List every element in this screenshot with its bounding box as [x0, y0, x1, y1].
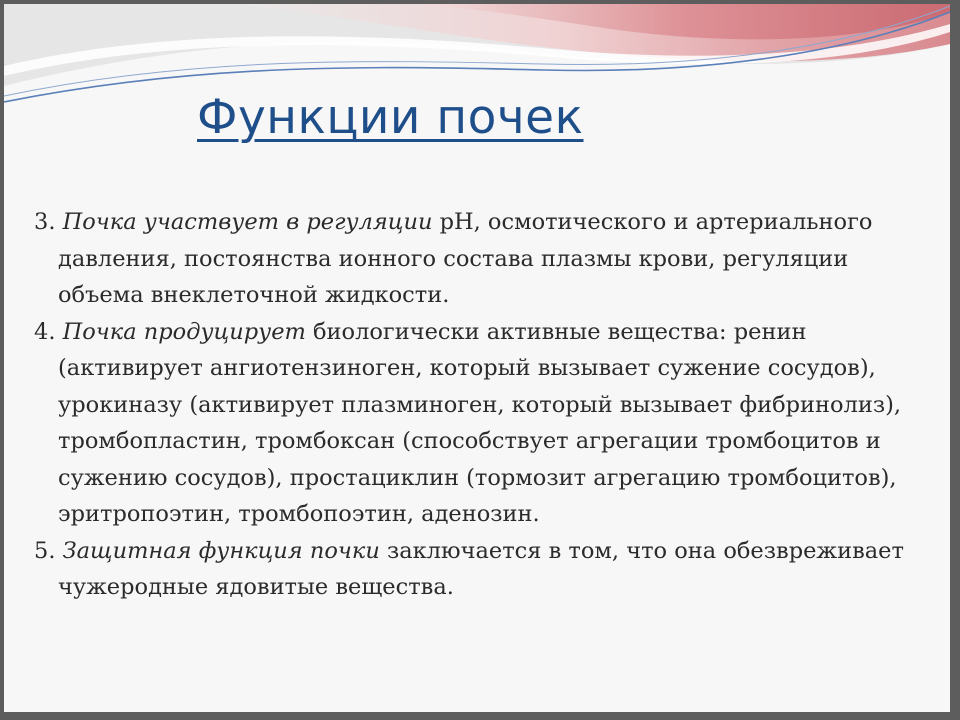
list-item-3 [34, 204, 940, 314]
item-text: заключается в том, что она обезвреживает чужеродные ядовитые вещества. [58, 537, 904, 600]
list-item-5 [34, 533, 940, 606]
item-italic-lead: Почка продуцирует [62, 318, 306, 345]
slide-title: Функции почек [197, 90, 584, 145]
item-text: pH, осмотического и артериального давления, постоянства ионного состава плазмы крови, регуляции объема внеклеточной жидкости. [58, 209, 873, 308]
item-italic-lead: Почка участвует в регуляции [62, 209, 433, 235]
item-number: 3. [34, 209, 56, 235]
list-item-4 [34, 314, 940, 533]
item-italic-lead: Защитная функция почки [62, 537, 380, 564]
slide-frame [4, 4, 950, 712]
content-list [34, 204, 940, 606]
item-number: 5. [34, 537, 56, 564]
item-text: биологически активные вещества: ренин (активирует ангиотензиноген, который вызывает сужение сосудов), урокиназу (активирует плазминоген, который вызывает фибринолиз), тромбопластин, тромбоксан (способствует агрегации тромбоцитов и сужению сосудов), простациклин (тормозит агрегацию тромбоцитов), эритропоэтин, тромбопоэтин, аденозин. [58, 318, 902, 527]
item-number: 4. [34, 318, 56, 345]
